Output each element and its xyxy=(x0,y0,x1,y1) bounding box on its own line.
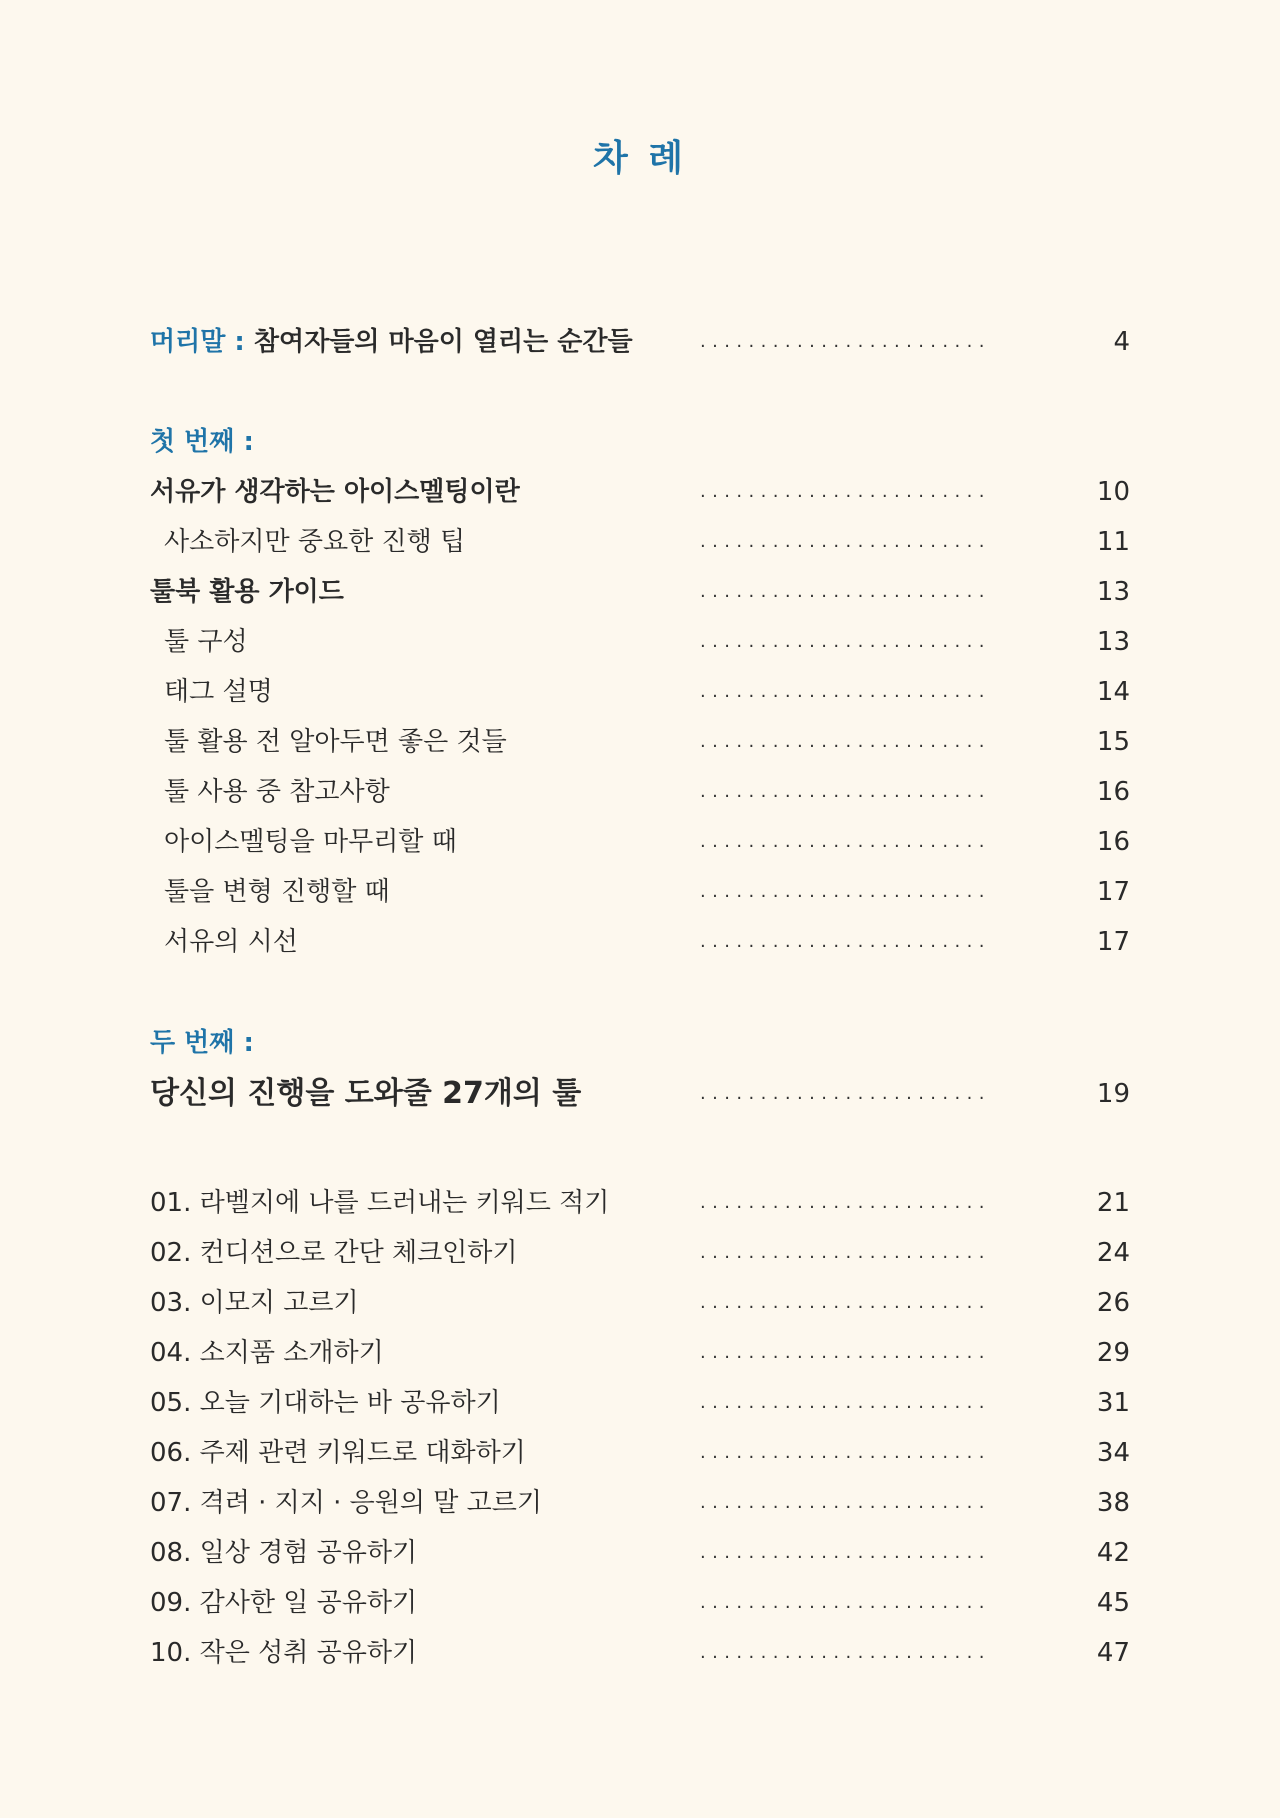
dot-leader: ........................ xyxy=(700,1292,991,1313)
dot-leader: ........................ xyxy=(700,781,991,802)
page-number: 13 xyxy=(1096,577,1130,607)
toc-entry[interactable] xyxy=(150,672,1130,712)
toc-entry-part2-title[interactable] xyxy=(150,1074,1130,1114)
toc-entry-tool[interactable] xyxy=(150,1333,1130,1373)
toc-entry-label: 09. 감사한 일 공유하기 xyxy=(150,1588,418,1618)
toc-entry[interactable] xyxy=(150,922,1130,962)
page-title: 차 례 xyxy=(592,138,688,179)
toc-entry[interactable] xyxy=(150,472,1130,512)
toc-entry-tool[interactable] xyxy=(150,1633,1130,1673)
dot-leader: ........................ xyxy=(700,1492,991,1513)
toc-entry-preface[interactable] xyxy=(150,322,1130,362)
page-number: 4 xyxy=(1113,327,1130,357)
dot-leader: ........................ xyxy=(700,481,991,502)
toc-entry-label: 툴북 활용 가이드 xyxy=(150,577,344,607)
toc-entry-tool[interactable] xyxy=(150,1483,1130,1523)
page-number: 26 xyxy=(1096,1288,1130,1318)
page-number: 24 xyxy=(1096,1238,1130,1268)
dot-leader: ........................ xyxy=(700,581,991,602)
dot-leader: ........................ xyxy=(700,1083,991,1104)
toc-entry-label: 태그 설명 xyxy=(164,677,273,707)
page-number: 38 xyxy=(1096,1488,1130,1518)
toc-entry-tool[interactable] xyxy=(150,1433,1130,1473)
page-number: 16 xyxy=(1096,777,1130,807)
toc-entry-tool[interactable] xyxy=(150,1583,1130,1623)
page-number: 21 xyxy=(1096,1188,1130,1218)
page-number: 19 xyxy=(1096,1079,1130,1109)
toc-entry-tool[interactable] xyxy=(150,1533,1130,1573)
dot-leader: ........................ xyxy=(700,1542,991,1563)
dot-leader: ........................ xyxy=(700,631,991,652)
toc-entry[interactable] xyxy=(150,722,1130,762)
page-number: 45 xyxy=(1096,1588,1130,1618)
section-heading-part2: 두 번째 : xyxy=(150,1028,254,1058)
page-number: 31 xyxy=(1096,1388,1130,1418)
page-number: 42 xyxy=(1096,1538,1130,1568)
toc-entry-label: 툴 사용 중 참고사항 xyxy=(164,777,390,807)
toc-entry-label: 툴 활용 전 알아두면 좋은 것들 xyxy=(164,727,507,757)
toc-entry-label: 아이스멜팅을 마무리할 때 xyxy=(164,827,457,857)
page-number: 11 xyxy=(1096,527,1130,557)
dot-leader: ........................ xyxy=(700,1442,991,1463)
toc-entry-label: 04. 소지품 소개하기 xyxy=(150,1338,384,1368)
dot-leader: ........................ xyxy=(700,1192,991,1213)
toc-entry-label xyxy=(150,322,633,362)
dot-leader: ........................ xyxy=(700,931,991,952)
toc-entry[interactable] xyxy=(150,572,1130,612)
dot-leader: ........................ xyxy=(700,1392,991,1413)
dot-leader: ........................ xyxy=(700,531,991,552)
preface-title: 참여자들의 마음이 열리는 순간들 xyxy=(253,327,633,357)
toc-entry-label: 05. 오늘 기대하는 바 공유하기 xyxy=(150,1388,501,1418)
toc-entry-label: 07. 격려 · 지지 · 응원의 말 고르기 xyxy=(150,1488,543,1518)
toc-entry[interactable] xyxy=(150,822,1130,862)
dot-leader: ........................ xyxy=(700,1242,991,1263)
dot-leader: ........................ xyxy=(700,881,991,902)
toc-entry[interactable] xyxy=(150,622,1130,662)
toc-entry[interactable] xyxy=(150,872,1130,912)
page-number: 13 xyxy=(1096,627,1130,657)
toc-entry-label: 08. 일상 경험 공유하기 xyxy=(150,1538,418,1568)
toc-entry-tool[interactable] xyxy=(150,1283,1130,1323)
preface-prefix: 머리말 : xyxy=(150,327,254,357)
dot-leader: ........................ xyxy=(700,831,991,852)
toc-entry[interactable] xyxy=(150,522,1130,562)
toc-entry-label: 사소하지만 중요한 진행 팁 xyxy=(164,527,466,557)
page-number: 14 xyxy=(1096,677,1130,707)
dot-leader: ........................ xyxy=(700,1642,991,1663)
toc-entry-label: 01. 라벨지에 나를 드러내는 키워드 적기 xyxy=(150,1188,610,1218)
dot-leader: ........................ xyxy=(700,1342,991,1363)
toc-entry-label: 서유의 시선 xyxy=(164,927,298,957)
dot-leader: ........................ xyxy=(700,731,991,752)
toc-entry-label: 10. 작은 성취 공유하기 xyxy=(150,1638,418,1668)
toc-entry-label: 03. 이모지 고르기 xyxy=(150,1288,359,1318)
dot-leader: ........................ xyxy=(700,1592,991,1613)
page-number: 47 xyxy=(1096,1638,1130,1668)
page-number: 17 xyxy=(1096,877,1130,907)
dot-leader: ........................ xyxy=(700,331,991,352)
section-heading-part1: 첫 번째 : xyxy=(150,427,254,457)
page-number: 16 xyxy=(1096,827,1130,857)
page-number: 29 xyxy=(1096,1338,1130,1368)
toc-entry[interactable] xyxy=(150,772,1130,812)
page-number: 17 xyxy=(1096,927,1130,957)
dot-leader: ........................ xyxy=(700,681,991,702)
toc-entry-tool[interactable] xyxy=(150,1233,1130,1273)
toc-entry-label: 02. 컨디션으로 간단 체크인하기 xyxy=(150,1238,518,1268)
toc-entry-tool[interactable] xyxy=(150,1183,1130,1223)
toc-entry-label: 툴 구성 xyxy=(164,627,248,657)
toc-entry-label: 서유가 생각하는 아이스멜팅이란 xyxy=(150,477,520,507)
toc-entry-label: 06. 주제 관련 키워드로 대화하기 xyxy=(150,1438,526,1468)
toc-entry-label: 당신의 진행을 도와줄 27개의 툴 xyxy=(150,1076,582,1111)
page-number: 15 xyxy=(1096,727,1130,757)
toc-entry-label: 툴을 변형 진행할 때 xyxy=(164,877,390,907)
page-number: 10 xyxy=(1096,477,1130,507)
toc-entry-tool[interactable] xyxy=(150,1383,1130,1423)
page-number: 34 xyxy=(1096,1438,1130,1468)
